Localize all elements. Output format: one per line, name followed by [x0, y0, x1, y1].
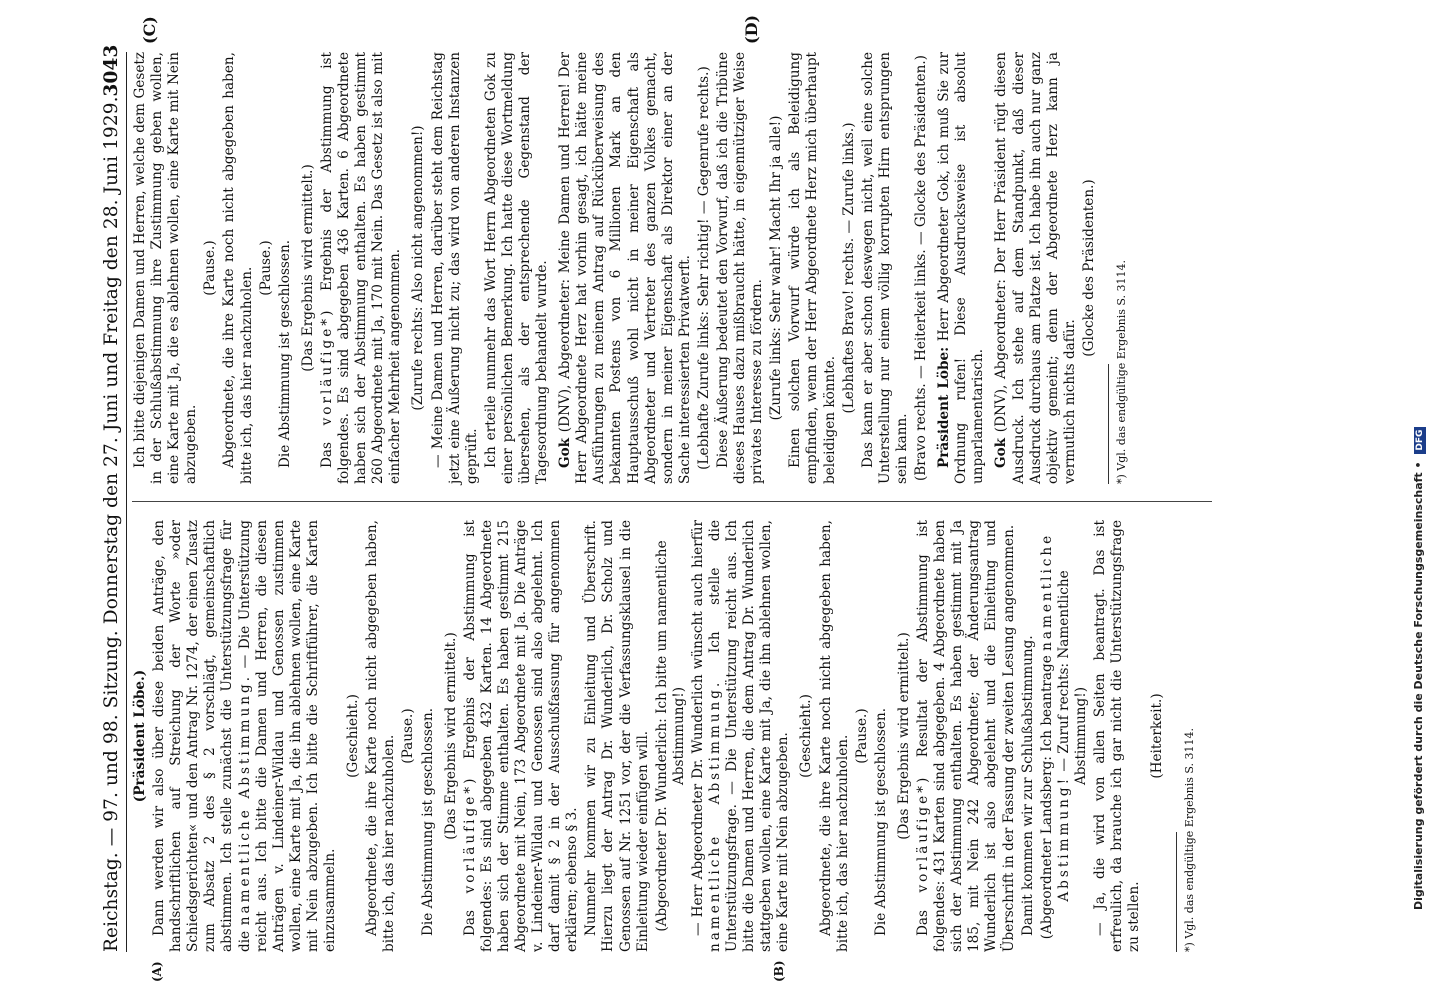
stage-direction: (Lebhafte Zurufe links: Sehr richtig! — Gegenrufe rechts.): [695, 66, 712, 470]
page-number: 3043: [101, 44, 122, 97]
stage-direction: (Das Ergebnis wird ermittelt.): [299, 164, 316, 372]
stage-direction: (Heiterkeit.): [1149, 693, 1166, 779]
stage-direction: (Zurufe rechts: Also nicht angenommen!): [410, 125, 427, 411]
stage-direction: (Geschieht.): [798, 694, 815, 778]
paragraph: Die Abstimmung ist geschlossen.: [276, 239, 293, 468]
stage-direction: (Pause.): [400, 708, 417, 764]
paragraph: Nunmehr kommen wir zu Einleitung und Überschrift. Hierzu liegt der Antrag Dr. Wunderlich, Dr. Scholz und Genossen auf Nr. 1251 vor, der die Verfassungsklausel in die Einleitung wieder einfügen will.: [583, 520, 651, 952]
paragraph: Abgeordnete, die ihre Karte noch nicht abgegeben haben, bitte ich, das hier nachzuholen.: [364, 520, 398, 952]
paragraph: — Herr Abgeordneter Dr. Wunderlich wünscht auch hierfür namentliche Abstimmung. Ich stelle die Unterstützungsfrage. — Die Unterstützung reicht aus. Ich bitte die Damen und Herren, die dem Antrag Dr. Wunderlich stattgeben wollen, eine Karte mit Ja, die ihn ablehnen wollen, eine Karte mit Nein abzugeben.: [689, 519, 792, 952]
paragraph: Diese Äußerung bedeutet den Vorwurf, daß ich die Tribüne dieses Hauses dazu mißbraucht hätte, in eigennütziger Weise privates Interesse zu fördern.: [715, 52, 766, 484]
left-column: [132, 519, 1200, 982]
stage-direction: (Abgeordneter Landsberg: Ich beantrage namentliche Abstimmung! — Zuruf rechts: Namentliche Abstimmung!): [1038, 532, 1089, 940]
paragraph: Das vorläufige*) Ergebnis der Abstimmung ist folgendes: Es sind abgegeben 432 Karten. 14 Abgeordnete haben sich der Stimme enthalten. Es haben gestimmt 215 Abgeordnete mit Nein, 173 Abgeordnete mit Ja. Die Anträge v. Lindeiner-Wildau und Genossen sind also abgelehnt. Ich darf damit § 2 in der Ausschußfassung für angenommen erklären; ebenso § 3.: [461, 520, 581, 952]
margin-marker-a: (A): [150, 961, 164, 982]
stage-direction: (Geschieht.): [345, 694, 362, 778]
stage-direction: (Bravo rechts. — Heiterkeit links. — Glocke des Präsidenten.): [913, 55, 930, 481]
paragraph: Die Abstimmung ist geschlossen.: [872, 707, 889, 936]
dfg-logo: DFG: [1414, 427, 1426, 454]
paragraph: Gok (DNV), Abgeordneter: Meine Damen und Herren! Der Herr Abgeordnete Herz hat vorhin gesagt, ich hätte meine Ausführungen zu meinem Antrag auf Rücküberweisung des bekannten Postens von 6 Millionen Mark an den Hauptausschuß wohl nicht in meiner Eigenschaft als Abgeordneter und Vertreter des ganzen Volkes gemacht, sondern in meiner Eigenschaft als Direktor einer an der Sache interessierten Privatwerft.: [557, 52, 693, 484]
footnote-rule: [1108, 364, 1109, 484]
margin-marker-d: (D): [742, 14, 761, 44]
stage-direction: (Zurufe links: Sehr wahr! Macht Ihr ja alle!): [768, 115, 785, 421]
digitization-credit-text: Digitalisierung gefördert durch die Deutsche Forschungsgemeinschaft •: [1412, 461, 1425, 910]
digitization-credit: [1412, 90, 1432, 910]
stage-direction: (Glocke des Präsidenten.): [1080, 179, 1097, 357]
paragraph: — Ja, die wird von allen Seiten beantragt. Das ist erfreulich, da brauche ich gar nicht die Unterstützungsfrage zu stellen.: [1091, 520, 1143, 952]
paragraph: Ich erteile nunmehr das Wort Herrn Abgeordneten Gok zu einer persönlichen Bemerkung. Ich hatte diese Wortmeldung übersehen, als der entsprechende Gegenstand der Tagesordnung behandelt wurde.: [482, 52, 551, 484]
margin-marker-b: (B): [772, 960, 786, 982]
footnote: *) Vgl. das endgültige Ergebnis S. 3114.: [1183, 727, 1197, 952]
right-column: [132, 14, 1132, 484]
paragraph: Abgeordnete, die ihre Karte noch nicht abgegeben haben, bitte ich, das hier nachzuholen.: [817, 520, 851, 952]
paragraph: Gok (DNV), Abgeordneter: Der Herr Präsident rügt diesen Ausdruck. Ich stehe auf dem Standpunkt, daß dieser Ausdruck durchaus am Platze ist. Ich habe ihn auch nur ganz objektiv gemeint; denn der Abgeordnete Herz kann ja vermutlich nichts dafür.: [993, 52, 1078, 484]
running-head-title: Reichstag. — 97. und 98. Sitzung. Donnerstag den 27. Juni und Freitag den 28. Juni 1929.: [101, 96, 122, 952]
running-head: [88, 44, 127, 952]
document-page: [88, 14, 1343, 982]
stage-direction: (Das Ergebnis wird ermittelt.): [442, 632, 459, 840]
column-divider: [132, 501, 1212, 502]
stage-direction: (Lebhaftes Bravo! rechts. — Zurufe links.): [840, 122, 857, 414]
stage-direction: (Pause.): [202, 240, 219, 296]
stage-direction: (Das Ergebnis wird ermittelt.): [895, 632, 912, 840]
paragraph: Das vorläufige*) Ergebnis der Abstimmung ist folgendes. Es sind abgegeben 436 Karten. 6 Abgeordnete haben sich der Abstimmung enthalten. Es haben gestimmt 260 Abgeordnete mit Ja, 170 mit Nein. Das Gesetz ist also mit einfacher Mehrheit angenommen.: [318, 52, 404, 484]
paragraph: Einen solchen Vorwurf würde ich als Beleidigung empfinden, wenn der Herr Abgeordnete Herz mich überhaupt beleidigen könnte.: [787, 52, 838, 484]
paragraph: Damit kommen wir zur Schlußabstimmung.: [1019, 635, 1036, 936]
speaker-label: (Präsident Löbe.): [132, 669, 148, 803]
stage-direction: (Pause.): [853, 708, 870, 764]
stage-direction: (Pause.): [257, 240, 274, 296]
paragraph: Ich bitte diejenigen Damen und Herren, welche dem Gesetz in der Schlußabstimmung ihre Zustimmung geben wollen, eine Karte mit Ja, die es ablehnen wollen, eine Karte mit Nein abzugeben.: [132, 52, 200, 484]
paragraph: Präsident Löbe: Herr Abgeordneter Gok, ich muß Sie zur Ordnung rufen! Diese Ausdrucksweise ist absolut unparlamentarisch.: [936, 52, 987, 484]
footnote: *) Vgl. das endgültige Ergebnis S. 3114.: [1114, 259, 1128, 484]
paragraph: Das kann er aber schon deswegen nicht, weil eine solche Unterstellung nur einem völlig korrupten Hirn entsprungen sein kann.: [859, 52, 910, 484]
margin-marker-c: (C): [140, 16, 159, 44]
paragraph: Dann werden wir also über diese beiden Anträge, den handschriftlichen auf Streichung der Worte »oder Schiedsgerichten« und den Antrag Nr. 1274, der einen Zusatz zum Absatz 2 des § 2 vorschlägt, gemeinschaftlich abstimmen. Ich stelle zunächst die Unterstützungsfrage für die namentliche Abstimmung. — Die Unterstützung reicht aus. Ich bitte die Damen und Herren, die diesen Anträgen v. Lindeiner-Wildau und Genossen zustimmen wollen, eine Karte mit Ja, die ihn ablehnen wollen, eine Karte mit Nein abzugeben. Ich bitte die Schriftführer, die Karten einzusammeln.: [151, 519, 339, 952]
paragraph: Die Abstimmung ist geschlossen.: [419, 707, 436, 936]
paragraph: Abgeordnete, die ihre Karte noch nicht abgegeben haben, bitte ich, das hier nachzuholen.: [221, 52, 255, 484]
paragraph: Das vorläufige*) Resultat der Abstimmung ist folgendes: 431 Karten sind abgegeben. 4 Abgeordnete haben sich der Abstimmung enthalten. Es haben gestimmt mit Ja 185, mit Nein 242 Abgeordnete; der Änderungsantrag Wunderlich ist also abgelehnt und die Einleitung und Überschrift in der Fassung der zweiten Lesung angenommen.: [915, 520, 1017, 952]
paragraph: — Meine Damen und Herren, darüber steht dem Reichstag jetzt eine Äußerung nicht zu; das wird von anderen Instanzen geprüft.: [429, 52, 480, 484]
stage-direction: (Abgeordneter Dr. Wunderlich: Ich bitte um namentliche Abstimmung!): [653, 540, 687, 932]
footnote-rule: [1176, 832, 1177, 952]
